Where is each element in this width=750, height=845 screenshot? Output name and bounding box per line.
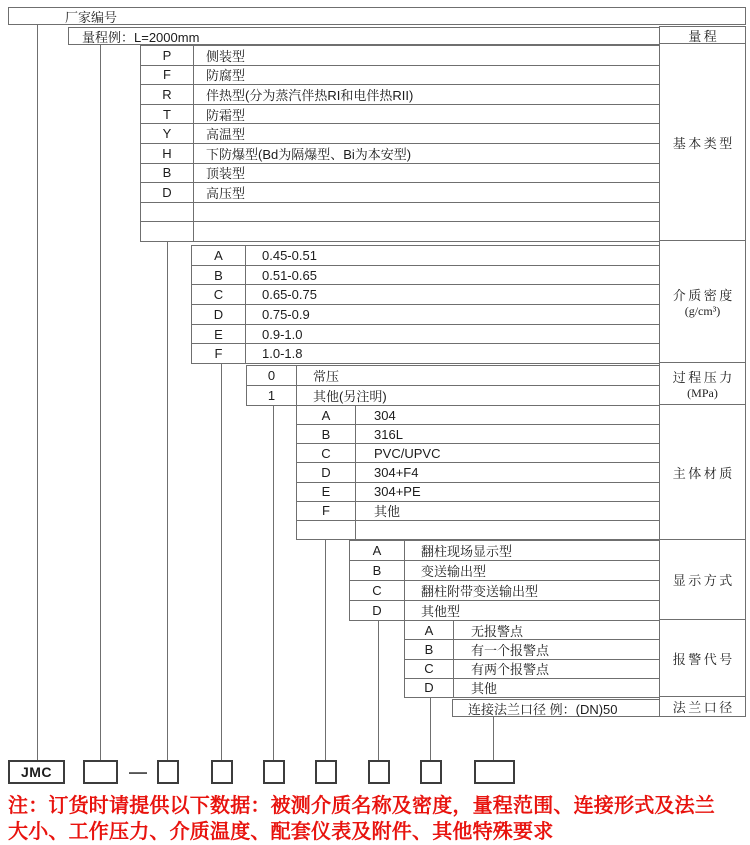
category-label-medium-density: 介质密度 (g/cm³): [660, 241, 745, 363]
table-row: [192, 305, 660, 325]
code-cell: D: [405, 679, 454, 697]
connector-line-alarm-code: [430, 697, 431, 760]
desc-cell: 其他(另注明): [313, 389, 387, 404]
table-row: [141, 144, 660, 164]
jmc-label: JMC: [20, 764, 53, 780]
code-cell: [141, 222, 194, 241]
code-box-medium-density: [211, 760, 233, 784]
code-cell: B: [192, 266, 246, 285]
desc-cell: 高压型: [206, 185, 246, 201]
code-box-flange-bore: [474, 760, 515, 784]
category-label-alarm-code: 报警代号: [660, 620, 745, 697]
medium-density-table: [191, 245, 660, 364]
table-row: [405, 660, 660, 679]
range-example-row: [68, 27, 660, 45]
code-cell: A: [350, 541, 405, 560]
table-row: [297, 425, 660, 444]
desc-cell: 有两个报警点: [471, 662, 550, 678]
table-row: [141, 66, 660, 86]
code-cell: H: [141, 144, 194, 163]
order-note-line-2: 大小、工作压力、介质温度、配套仪表及附件、其他特殊要求: [8, 821, 554, 843]
flange-bore-text: 连接法兰口径 例：(DN)50: [468, 701, 618, 717]
table-row: [405, 640, 660, 659]
table-row: [297, 444, 660, 463]
code-cell: F: [297, 502, 356, 520]
table-row: [350, 541, 660, 561]
code-cell: A: [297, 406, 356, 424]
connector-line-range: [100, 44, 101, 760]
table-row: [192, 344, 660, 363]
table-row-empty: [141, 222, 660, 241]
code-cell: E: [297, 483, 356, 501]
desc-cell: 防腐型: [206, 68, 246, 84]
desc-cell: 常压: [313, 369, 340, 384]
connector-line-basic-type: [167, 241, 168, 760]
code-cell: 1: [247, 386, 297, 405]
code-cell: A: [405, 621, 454, 639]
connector-line-manufacturer: [37, 25, 38, 760]
order-note: [8, 793, 748, 845]
table-row: [192, 285, 660, 305]
table-row: [141, 183, 660, 203]
code-cell: D: [192, 305, 246, 324]
category-label-process-pressure: 过程压力 (MPa): [660, 363, 745, 405]
category-label-range: 量程: [660, 27, 745, 44]
table-row: [247, 366, 660, 386]
desc-cell: 伴热型(分为蒸汽伴热RI和电伴热RII): [206, 87, 414, 103]
desc-cell: 316L: [374, 426, 403, 442]
desc-cell: 防霜型: [206, 107, 246, 123]
table-row: [350, 601, 660, 620]
desc-cell: 其他: [471, 681, 498, 697]
desc-cell: [356, 521, 660, 539]
code-cell: [141, 203, 194, 222]
code-box-process-pressure: [263, 760, 285, 784]
table-row: [297, 463, 660, 482]
desc-cell: 侧装型: [206, 48, 246, 64]
code-box-range: [83, 760, 118, 784]
code-cell: F: [141, 66, 194, 85]
order-note-line-1: 注：订货时请提供以下数据：被测介质名称及密度，量程范围、连接形式及法兰: [8, 795, 715, 817]
desc-cell: 其他: [374, 504, 401, 520]
table-row: [297, 502, 660, 521]
desc-cell: 翻柱现场显示型: [421, 544, 513, 559]
desc-cell: 0.51-0.65: [262, 267, 317, 283]
desc-cell: 下防爆型(Bd为隔爆型、Bi为本安型): [206, 146, 412, 162]
desc-cell: 顶装型: [206, 166, 246, 182]
code-cell: [297, 521, 356, 539]
table-row: [192, 246, 660, 266]
code-cell: F: [192, 344, 246, 363]
table-row-empty: [297, 521, 660, 539]
desc-cell: 其他型: [421, 604, 461, 619]
code-box-body-material: [315, 760, 337, 784]
code-cell: T: [141, 105, 194, 124]
process-pressure-table: [246, 365, 660, 406]
alarm-code-table: [404, 620, 660, 698]
connector-line-body-material: [325, 539, 326, 760]
desc-cell: 0.45-0.51: [262, 247, 317, 263]
code-cell: 0: [247, 366, 297, 385]
desc-cell: 0.65-0.75: [262, 287, 317, 303]
category-label-body-material: 主体材质: [660, 405, 745, 540]
desc-cell: [194, 222, 660, 241]
table-row: [405, 621, 660, 640]
manufacturer-number-label: 厂家编号: [65, 9, 118, 25]
code-cell: C: [350, 581, 405, 600]
table-row-empty: [141, 203, 660, 223]
desc-cell: 0.75-0.9: [262, 306, 310, 322]
table-row: [405, 679, 660, 697]
connector-line-medium-density: [221, 363, 222, 760]
code-cell: B: [405, 640, 454, 658]
desc-cell: 0.9-1.0: [262, 326, 303, 342]
code-cell: B: [297, 425, 356, 443]
basic-type-table: [140, 45, 660, 242]
category-label-column: [659, 26, 746, 717]
code-cell: Y: [141, 124, 194, 143]
code-cell: E: [192, 325, 246, 344]
table-row: [350, 561, 660, 581]
desc-cell: 变送输出型: [421, 564, 487, 579]
code-cell: B: [350, 561, 405, 580]
code-cell: A: [192, 246, 246, 265]
display-mode-table: [349, 540, 660, 621]
desc-cell: 1.0-1.8: [262, 346, 303, 362]
category-label-flange-bore: 法兰口径: [672, 700, 735, 715]
category-label-basic-type: 基本类型: [660, 44, 745, 241]
table-row: [141, 46, 660, 66]
code-cell: C: [405, 660, 454, 678]
connector-line-flange-bore: [493, 716, 494, 760]
code-cell: C: [192, 285, 246, 304]
code-cell: D: [350, 601, 405, 620]
desc-cell: 304+PE: [374, 484, 421, 500]
dash-separator: —: [129, 761, 147, 782]
table-row: [141, 105, 660, 125]
code-cell: B: [141, 164, 194, 183]
connector-line-display-mode: [378, 620, 379, 760]
table-row: [141, 124, 660, 144]
table-row: [350, 581, 660, 601]
code-box-display-mode: [368, 760, 390, 784]
table-row: [192, 266, 660, 286]
desc-cell: 高温型: [206, 127, 246, 143]
body-material-table: [296, 405, 660, 540]
table-row: [297, 406, 660, 425]
range-example-label: 量程例：L=2000mm: [82, 29, 200, 45]
connector-line-process-pressure: [273, 405, 274, 760]
code-cell: D: [141, 183, 194, 202]
flange-bore-row: [452, 699, 660, 717]
desc-cell: [194, 203, 660, 222]
desc-cell: 有一个报警点: [471, 642, 550, 658]
code-box-basic-type: [157, 760, 179, 784]
code-cell: P: [141, 46, 194, 65]
table-row: [141, 164, 660, 184]
table-row: [141, 85, 660, 105]
desc-cell: PVC/UPVC: [374, 445, 441, 461]
table-row: [192, 325, 660, 345]
code-cell: C: [297, 444, 356, 462]
desc-cell: 无报警点: [471, 623, 524, 639]
desc-cell: 304: [374, 407, 396, 423]
code-box-alarm-code: [420, 760, 442, 784]
desc-cell: 304+F4: [374, 464, 419, 480]
code-cell: R: [141, 85, 194, 104]
manufacturer-number-row: [8, 7, 746, 25]
desc-cell: 翻柱附带变送输出型: [421, 584, 539, 599]
jmc-model-box: [8, 760, 65, 784]
table-row: [297, 483, 660, 502]
table-row: [247, 386, 660, 405]
code-cell: D: [297, 463, 356, 481]
category-label-display-mode: 显示方式: [660, 540, 745, 620]
